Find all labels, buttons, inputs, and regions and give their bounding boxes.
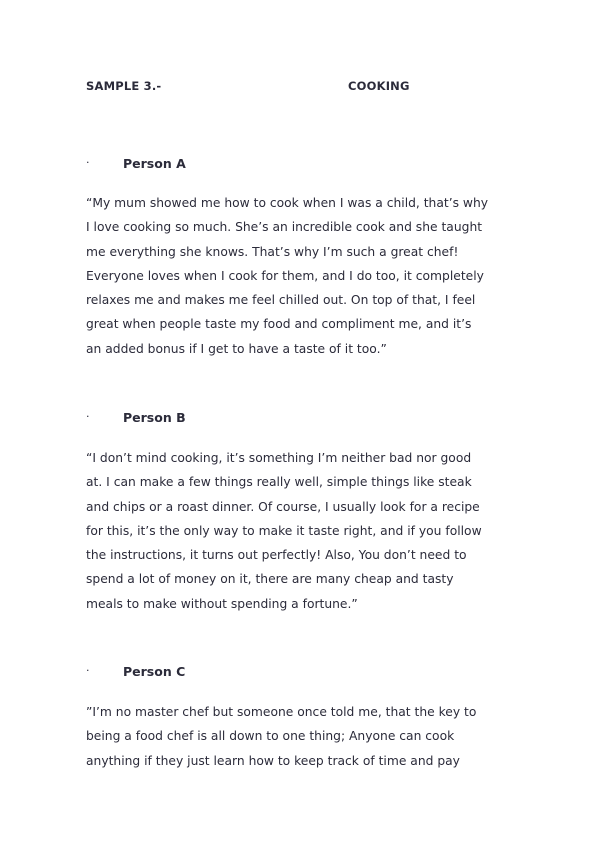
- topic-title: COOKING: [348, 79, 410, 93]
- quote-line: ”I’m no master chef but someone once told me, that the key to: [86, 705, 477, 719]
- bullet-icon: ·: [86, 156, 90, 169]
- sample-label: SAMPLE 3.-: [86, 79, 162, 93]
- quote-line: for this, it’s the only way to make it taste right, and if you follow: [86, 523, 482, 538]
- quote-line: and chips or a roast dinner. Of course, I usually look for a recipe: [86, 499, 480, 514]
- quote-line: “I don’t mind cooking, it’s something I’m neither bad nor good: [86, 451, 472, 465]
- quote-line: Everyone loves when I cook for them, and I do too, it completely: [86, 268, 484, 283]
- quote-line: relaxes me and makes me feel chilled out. On top of that, I feel: [86, 293, 476, 308]
- quote-line: the instructions, it turns out perfectly! Also, You don’t need to: [86, 548, 467, 563]
- person-b-name: Person B: [123, 410, 186, 425]
- quote-line: meals to make without spending a fortune.”: [86, 596, 358, 611]
- quote-line: spend a lot of money on it, there are many cheap and tasty: [86, 572, 454, 587]
- person-c-quote: [86, 700, 516, 773]
- quote-line: anything if they just learn how to keep track of time and pay: [86, 753, 460, 768]
- quote-line: great when people taste my food and compliment me, and it’s: [86, 317, 472, 332]
- person-c-name: Person C: [123, 664, 186, 679]
- quote-line: an added bonus if I get to have a taste of it too.”: [86, 341, 387, 356]
- person-a-name: Person A: [123, 156, 186, 171]
- person-a-quote: [86, 191, 516, 361]
- document-header: [86, 79, 506, 95]
- bullet-icon: ·: [86, 410, 90, 423]
- quote-line: I love cooking so much. She’s an incredible cook and she taught: [86, 220, 483, 235]
- quote-line: being a food chef is all down to one thing; Anyone can cook: [86, 729, 455, 744]
- bullet-icon: ·: [86, 664, 90, 677]
- quote-line: “My mum showed me how to cook when I was a child, that’s why: [86, 196, 489, 210]
- person-b-quote: [86, 446, 516, 616]
- quote-line: at. I can make a few things really well, simple things like steak: [86, 475, 472, 490]
- quote-line: me everything she knows. That’s why I’m such a great chef!: [86, 244, 459, 259]
